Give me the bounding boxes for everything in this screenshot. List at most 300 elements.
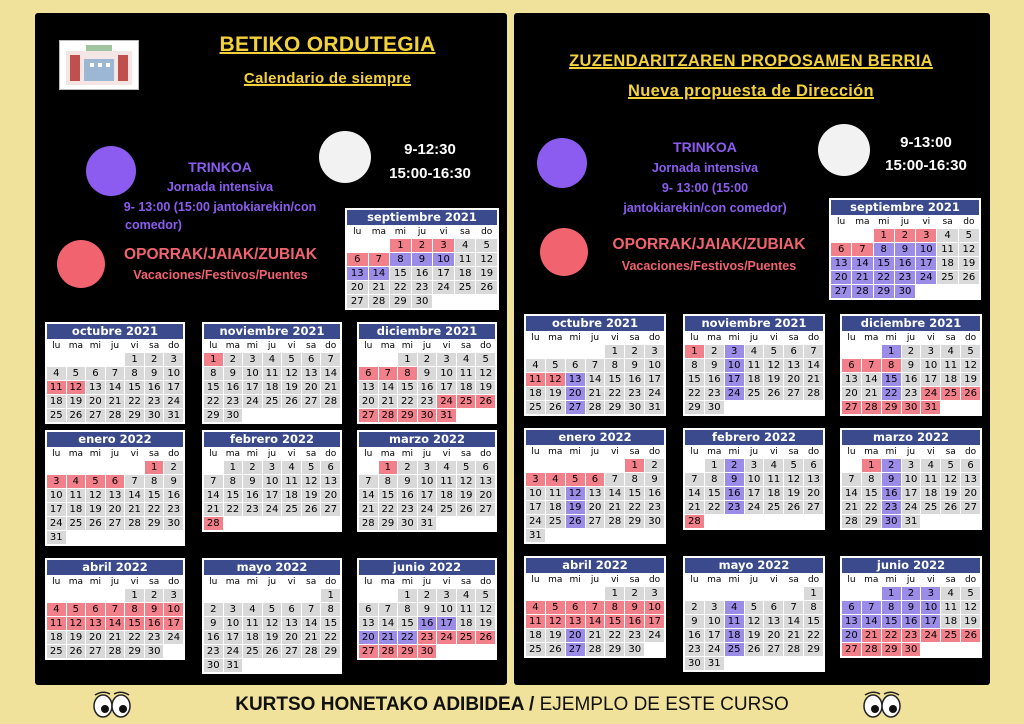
- day-cell: 28: [852, 285, 872, 298]
- empty-cell: [526, 587, 545, 600]
- day-cell: 14: [379, 617, 398, 630]
- day-cell: 3: [645, 345, 664, 358]
- weekday-header: ma: [705, 446, 724, 458]
- day-cell: 27: [347, 295, 368, 308]
- day-cell: 4: [546, 473, 565, 486]
- day-cell: 5: [263, 603, 282, 616]
- day-cell: 15: [398, 381, 417, 394]
- day-cell: 13: [86, 617, 105, 630]
- weekday-header: ju: [412, 226, 433, 238]
- day-cell: 6: [586, 473, 605, 486]
- day-cell: 8: [804, 601, 823, 614]
- weekday-header: mi: [882, 332, 901, 344]
- weekday-header: sa: [302, 448, 321, 460]
- empty-cell: [725, 401, 744, 414]
- day-cell: 20: [359, 395, 378, 408]
- day-cell: 30: [145, 409, 164, 422]
- day-cell: 21: [685, 501, 704, 514]
- empty-cell: [804, 657, 823, 670]
- day-cell: 10: [243, 367, 262, 380]
- day-cell: 17: [902, 487, 921, 500]
- day-cell: 7: [862, 359, 881, 372]
- empty-cell: [302, 409, 321, 422]
- day-cell: 3: [705, 601, 724, 614]
- day-cell: 19: [302, 489, 321, 502]
- day-cell: 20: [842, 629, 861, 642]
- day-cell: 11: [937, 243, 957, 256]
- empty-cell: [725, 657, 744, 670]
- weekday-header: ma: [369, 226, 390, 238]
- day-cell: 21: [842, 501, 861, 514]
- day-cell: 18: [457, 617, 476, 630]
- day-cell: 27: [106, 517, 125, 530]
- empty-cell: [47, 589, 66, 602]
- day-cell: 11: [745, 359, 764, 372]
- eyes-icon: [862, 690, 902, 720]
- day-cell: 4: [921, 459, 940, 472]
- day-cell: 15: [321, 617, 340, 630]
- day-cell: 6: [321, 461, 340, 474]
- day-cell: 13: [106, 489, 125, 502]
- day-cell: 22: [224, 503, 243, 516]
- day-cell: 6: [566, 359, 585, 372]
- calendar-right-mayo: [683, 556, 825, 672]
- day-cell: 24: [645, 387, 664, 400]
- weekday-header: do: [961, 446, 980, 458]
- weekday-header: vi: [125, 340, 144, 352]
- day-cell: 29: [605, 401, 624, 414]
- weekday-header: vi: [282, 576, 301, 588]
- weekday-header: vi: [605, 574, 624, 586]
- day-cell: 20: [804, 487, 823, 500]
- day-cell: 3: [437, 353, 456, 366]
- day-cell: 18: [282, 489, 301, 502]
- weekday-header: do: [476, 340, 495, 352]
- day-cell: 5: [546, 601, 565, 614]
- day-cell: 26: [263, 645, 282, 658]
- day-cell: 17: [164, 617, 183, 630]
- day-cell: 13: [842, 615, 861, 628]
- day-cell: 6: [804, 459, 823, 472]
- day-cell: 8: [379, 475, 398, 488]
- day-cell: 27: [586, 515, 605, 528]
- day-cell: 18: [921, 487, 940, 500]
- day-cell: 2: [705, 345, 724, 358]
- day-cell: 15: [625, 487, 644, 500]
- day-cell: 28: [106, 409, 125, 422]
- day-cell: 4: [764, 459, 783, 472]
- day-cell: 30: [902, 401, 921, 414]
- day-cell: 27: [566, 643, 585, 656]
- day-cell: 5: [959, 229, 979, 242]
- day-cell: 27: [359, 409, 378, 422]
- weekday-header: mi: [566, 332, 585, 344]
- calendar-right-octubre: [524, 314, 666, 416]
- day-cell: 25: [725, 643, 744, 656]
- empty-cell: [321, 517, 340, 530]
- day-cell: 7: [586, 601, 605, 614]
- day-cell: 8: [145, 475, 164, 488]
- empty-cell: [764, 515, 783, 528]
- empty-cell: [586, 587, 605, 600]
- day-cell: 27: [321, 503, 340, 516]
- day-cell: 1: [874, 229, 894, 242]
- weekday-header: sa: [145, 576, 164, 588]
- calendar-left-mayo: [202, 558, 342, 674]
- day-cell: 24: [47, 517, 66, 530]
- weekday-header: lu: [204, 340, 223, 352]
- weekday-header: lu: [359, 340, 378, 352]
- day-cell: 29: [605, 643, 624, 656]
- empty-cell: [457, 517, 476, 530]
- day-cell: 8: [398, 603, 417, 616]
- calendar-right-diciembre: [840, 314, 982, 416]
- day-cell: 20: [764, 629, 783, 642]
- day-cell: 30: [418, 645, 437, 658]
- day-cell: 19: [476, 617, 495, 630]
- schedule-dot-icon: [818, 124, 870, 176]
- day-cell: 29: [125, 409, 144, 422]
- month-header: abril 2022: [526, 558, 664, 573]
- day-cell: 15: [705, 487, 724, 500]
- day-cell: 18: [546, 501, 565, 514]
- caption-normal: EJEMPLO DE ESTE CURSO: [539, 694, 789, 715]
- day-cell: 28: [784, 643, 803, 656]
- right-hours-note-2: jantokiarekin/con comedor): [623, 201, 787, 215]
- empty-cell: [263, 517, 282, 530]
- day-cell: 16: [625, 615, 644, 628]
- day-cell: 13: [586, 487, 605, 500]
- day-cell: 2: [902, 345, 921, 358]
- weekday-header: sa: [784, 574, 803, 586]
- day-cell: 23: [705, 387, 724, 400]
- day-cell: 19: [961, 615, 980, 628]
- day-cell: 18: [526, 387, 545, 400]
- weekday-header: mi: [566, 574, 585, 586]
- weekday-header: do: [476, 448, 495, 460]
- day-cell: 22: [605, 629, 624, 642]
- day-cell: 8: [882, 359, 901, 372]
- day-cell: 4: [47, 603, 66, 616]
- day-cell: 29: [379, 517, 398, 530]
- weekday-header: lu: [685, 332, 704, 344]
- day-cell: 24: [725, 387, 744, 400]
- day-cell: 26: [457, 503, 476, 516]
- weekday-header: vi: [916, 216, 936, 228]
- empty-cell: [282, 589, 301, 602]
- day-cell: 10: [263, 475, 282, 488]
- day-cell: 18: [67, 503, 86, 516]
- day-cell: 8: [125, 603, 144, 616]
- empty-cell: [224, 589, 243, 602]
- day-cell: 13: [961, 473, 980, 486]
- day-cell: 24: [433, 281, 454, 294]
- empty-cell: [916, 285, 936, 298]
- day-cell: 26: [282, 395, 301, 408]
- weekday-header: ju: [745, 446, 764, 458]
- day-cell: 30: [398, 517, 417, 530]
- day-cell: 23: [398, 503, 417, 516]
- weekday-header: sa: [625, 332, 644, 344]
- day-cell: 23: [164, 503, 183, 516]
- day-cell: 28: [106, 645, 125, 658]
- weekday-header: mi: [882, 446, 901, 458]
- day-cell: 20: [282, 631, 301, 644]
- weekday-header: vi: [282, 448, 301, 460]
- day-cell: 19: [457, 489, 476, 502]
- empty-cell: [302, 517, 321, 530]
- empty-cell: [625, 529, 644, 542]
- weekday-header: do: [645, 446, 664, 458]
- day-cell: 17: [916, 257, 936, 270]
- day-cell: 14: [862, 615, 881, 628]
- day-cell: 27: [961, 501, 980, 514]
- day-cell: 7: [359, 475, 378, 488]
- day-cell: 30: [164, 517, 183, 530]
- day-cell: 13: [302, 367, 321, 380]
- day-cell: 22: [125, 631, 144, 644]
- left-trinkoa: TRINKOA: [188, 159, 252, 175]
- day-cell: 22: [882, 387, 901, 400]
- day-cell: 8: [605, 601, 624, 614]
- day-cell: 22: [204, 395, 223, 408]
- weekday-header: do: [476, 576, 495, 588]
- empty-cell: [862, 345, 881, 358]
- weekday-header: ma: [224, 448, 243, 460]
- day-cell: 12: [784, 473, 803, 486]
- empty-cell: [224, 517, 243, 530]
- weekday-header: vi: [921, 574, 940, 586]
- day-cell: 16: [625, 373, 644, 386]
- month-header: diciembre 2021: [842, 316, 980, 331]
- empty-cell: [106, 353, 125, 366]
- empty-cell: [106, 531, 125, 544]
- day-cell: 1: [224, 461, 243, 474]
- weekday-header: ju: [418, 448, 437, 460]
- day-cell: 8: [605, 359, 624, 372]
- weekday-header: do: [321, 448, 340, 460]
- day-cell: 31: [921, 401, 940, 414]
- weekday-header: mi: [86, 448, 105, 460]
- day-cell: 17: [164, 381, 183, 394]
- day-cell: 17: [437, 617, 456, 630]
- empty-cell: [745, 515, 764, 528]
- day-cell: 19: [546, 387, 565, 400]
- day-cell: 6: [831, 243, 851, 256]
- day-cell: 30: [645, 515, 664, 528]
- day-cell: 20: [321, 489, 340, 502]
- day-cell: 22: [625, 501, 644, 514]
- day-cell: 11: [47, 381, 66, 394]
- day-cell: 6: [359, 367, 378, 380]
- day-cell: 12: [959, 243, 979, 256]
- day-cell: 4: [941, 587, 960, 600]
- day-cell: 13: [566, 373, 585, 386]
- day-cell: 4: [455, 239, 476, 252]
- day-cell: 24: [263, 503, 282, 516]
- day-cell: 15: [605, 373, 624, 386]
- weekday-header: ju: [263, 576, 282, 588]
- day-cell: 24: [645, 629, 664, 642]
- empty-cell: [457, 409, 476, 422]
- day-cell: 19: [282, 381, 301, 394]
- day-cell: 31: [164, 409, 183, 422]
- day-cell: 21: [586, 629, 605, 642]
- day-cell: 25: [526, 401, 545, 414]
- weekday-header: ju: [902, 574, 921, 586]
- holiday-dot-icon: [540, 228, 588, 276]
- empty-cell: [685, 459, 704, 472]
- empty-cell: [86, 589, 105, 602]
- day-cell: 7: [125, 475, 144, 488]
- day-cell: 13: [566, 615, 585, 628]
- weekday-header: vi: [282, 340, 301, 352]
- day-cell: 2: [412, 239, 433, 252]
- weekday-header: sa: [302, 576, 321, 588]
- day-cell: 25: [546, 515, 565, 528]
- day-cell: 17: [263, 489, 282, 502]
- weekday-header: lu: [526, 332, 545, 344]
- day-cell: 9: [902, 601, 921, 614]
- empty-cell: [125, 461, 144, 474]
- day-cell: 18: [764, 487, 783, 500]
- day-cell: 21: [204, 503, 223, 516]
- month-header: junio 2022: [842, 558, 980, 573]
- empty-cell: [784, 657, 803, 670]
- day-cell: 21: [125, 503, 144, 516]
- day-cell: 13: [476, 475, 495, 488]
- day-cell: 1: [882, 345, 901, 358]
- day-cell: 18: [526, 629, 545, 642]
- month-header: noviembre 2021: [204, 324, 340, 339]
- day-cell: 20: [586, 501, 605, 514]
- day-cell: 8: [390, 253, 411, 266]
- day-cell: 15: [145, 489, 164, 502]
- day-cell: 16: [398, 489, 417, 502]
- day-cell: 23: [895, 271, 915, 284]
- day-cell: 29: [125, 645, 144, 658]
- empty-cell: [961, 643, 980, 656]
- day-cell: 26: [566, 515, 585, 528]
- day-cell: 15: [224, 489, 243, 502]
- day-cell: 23: [224, 395, 243, 408]
- day-cell: 9: [705, 359, 724, 372]
- empty-cell: [302, 659, 321, 672]
- day-cell: 13: [282, 617, 301, 630]
- empty-cell: [243, 517, 262, 530]
- weekday-header: vi: [437, 340, 456, 352]
- day-cell: 9: [164, 475, 183, 488]
- day-cell: 22: [321, 631, 340, 644]
- day-cell: 7: [685, 473, 704, 486]
- day-cell: 3: [526, 473, 545, 486]
- empty-cell: [47, 461, 66, 474]
- weekday-header: vi: [437, 448, 456, 460]
- day-cell: 19: [784, 487, 803, 500]
- weekday-header: mi: [566, 446, 585, 458]
- empty-cell: [164, 645, 183, 658]
- weekday-header: sa: [941, 574, 960, 586]
- day-cell: 2: [398, 461, 417, 474]
- day-cell: 18: [745, 373, 764, 386]
- day-cell: 19: [745, 629, 764, 642]
- day-cell: 3: [164, 589, 183, 602]
- day-cell: 7: [379, 367, 398, 380]
- day-cell: 21: [379, 631, 398, 644]
- day-cell: 26: [546, 401, 565, 414]
- day-cell: 27: [86, 409, 105, 422]
- weekday-header: ju: [106, 576, 125, 588]
- day-cell: 21: [862, 387, 881, 400]
- day-cell: 10: [745, 473, 764, 486]
- day-cell: 19: [86, 503, 105, 516]
- day-cell: 7: [804, 345, 823, 358]
- weekday-header: ma: [67, 448, 86, 460]
- day-cell: 1: [390, 239, 411, 252]
- left-subtitle: Calendario de siempre: [243, 70, 412, 87]
- day-cell: 3: [433, 239, 454, 252]
- day-cell: 27: [831, 285, 851, 298]
- day-cell: 8: [685, 359, 704, 372]
- day-cell: 24: [526, 515, 545, 528]
- day-cell: 31: [437, 409, 456, 422]
- day-cell: 30: [224, 409, 243, 422]
- day-cell: 21: [369, 281, 390, 294]
- day-cell: 16: [725, 487, 744, 500]
- schedule-dot-icon: [319, 131, 371, 183]
- month-header: octubre 2021: [47, 324, 183, 339]
- day-cell: 19: [941, 487, 960, 500]
- day-cell: 8: [705, 473, 724, 486]
- day-cell: 30: [145, 645, 164, 658]
- weekday-header: sa: [625, 574, 644, 586]
- day-cell: 25: [457, 395, 476, 408]
- empty-cell: [476, 409, 495, 422]
- day-cell: 29: [398, 409, 417, 422]
- empty-cell: [437, 645, 456, 658]
- day-cell: 24: [921, 629, 940, 642]
- day-cell: 13: [321, 475, 340, 488]
- month-header: marzo 2022: [359, 432, 495, 447]
- day-cell: 3: [437, 589, 456, 602]
- day-cell: 14: [302, 617, 321, 630]
- calendar-right-noviembre: [683, 314, 825, 416]
- empty-cell: [263, 409, 282, 422]
- month-header: septiembre 2021: [347, 210, 497, 225]
- day-cell: 6: [842, 359, 861, 372]
- empty-cell: [961, 515, 980, 528]
- weekday-header: lu: [47, 340, 66, 352]
- empty-cell: [941, 515, 960, 528]
- empty-cell: [145, 531, 164, 544]
- empty-cell: [804, 401, 823, 414]
- day-cell: 23: [145, 395, 164, 408]
- empty-cell: [243, 589, 262, 602]
- weekday-header: do: [961, 574, 980, 586]
- day-cell: 30: [418, 409, 437, 422]
- day-cell: 2: [145, 353, 164, 366]
- day-cell: 29: [321, 645, 340, 658]
- empty-cell: [476, 517, 495, 530]
- day-cell: 5: [67, 603, 86, 616]
- day-cell: 22: [685, 387, 704, 400]
- empty-cell: [852, 229, 872, 242]
- day-cell: 9: [204, 617, 223, 630]
- empty-cell: [546, 345, 565, 358]
- weekday-header: ju: [902, 446, 921, 458]
- day-cell: 20: [359, 631, 378, 644]
- day-cell: 26: [476, 395, 495, 408]
